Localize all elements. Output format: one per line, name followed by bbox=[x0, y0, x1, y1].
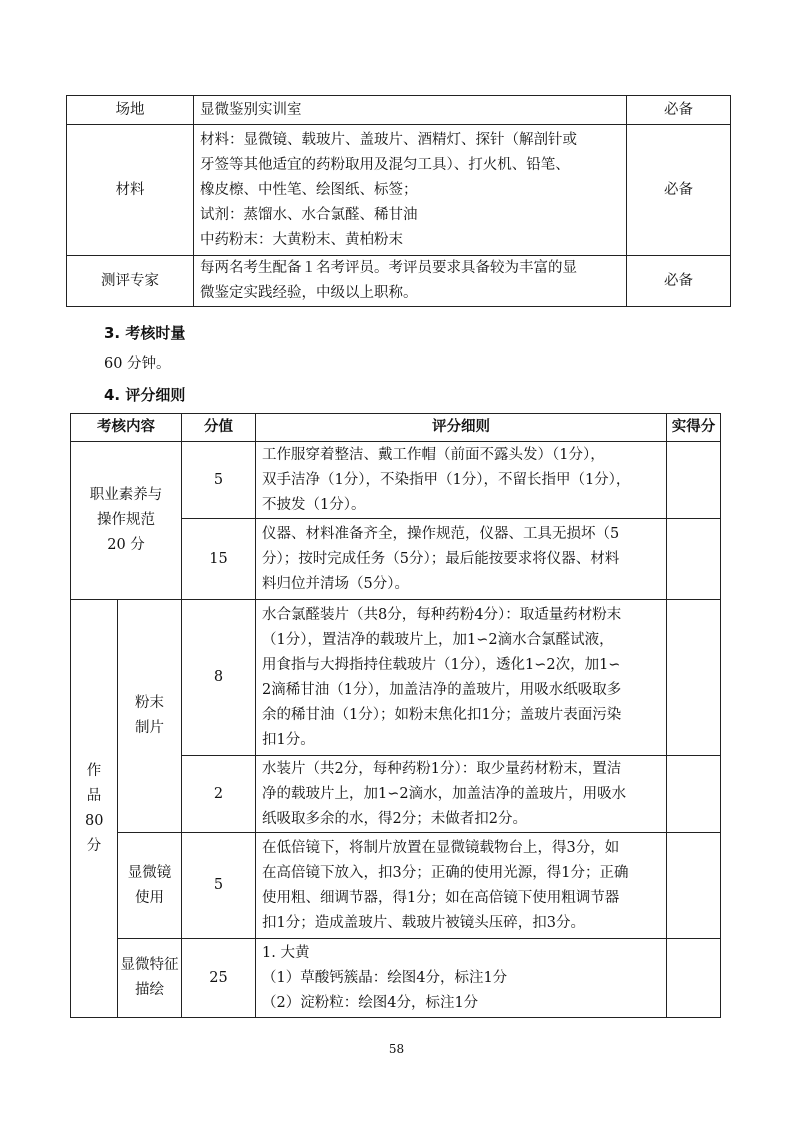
table-row bbox=[71, 939, 721, 1018]
duration-text: 60 分钟。 bbox=[104, 356, 171, 372]
scoring-table bbox=[70, 413, 721, 1018]
row-label: 场地 bbox=[67, 96, 194, 125]
row-content: 每两名考生配备１名考评员。考评员要求具备较为丰富的显 微鉴定实践经验，中级以上职称。 bbox=[194, 256, 627, 307]
col-header-score: 分值 bbox=[182, 414, 256, 442]
subcategory-microscope-use: 显微镜 使用 bbox=[118, 833, 182, 939]
rule-cell: 仪器、材料准备齐全，操作规范，仪器、工具无损坏（5 分）；按时完成任务（5分）；最后能按要求将仪器、材料 料归位并清场（5分）。 bbox=[256, 519, 667, 600]
row-requirement: 必备 bbox=[627, 256, 731, 307]
resources-table bbox=[66, 95, 731, 307]
col-header-rules: 评分细则 bbox=[256, 414, 667, 442]
section-heading: 3. 考核时量 bbox=[104, 324, 186, 342]
score-cell: 2 bbox=[182, 756, 256, 833]
rule-cell: 1. 大黄 （1）草酸钙簇晶：绘图4分，标注1分 （2）淀粉粒：绘图4分，标注1分 bbox=[256, 939, 667, 1018]
row-requirement: 必备 bbox=[627, 96, 731, 125]
table-row bbox=[67, 256, 731, 307]
col-header-content: 考核内容 bbox=[71, 414, 182, 442]
rule-cell: 工作服穿着整洁、戴工作帽（前面不露头发）（1分）， 双手洁净（1分），不染指甲（1分），不留长指甲（1分）， 不披发（1分）。 bbox=[256, 442, 667, 519]
actual-score-cell[interactable] bbox=[667, 833, 721, 939]
row-requirement: 必备 bbox=[627, 125, 731, 256]
row-content: 材料：显微镜、载玻片、盖玻片、酒精灯、探针（解剖针或 牙签等其他适宜的药粉取用及混匀工具）、打火机、铅笔、 橡皮檫、中性笔、绘图纸、标签； 试剂：蒸馏水、水合氯醛、稀甘油 中药粉末：大黄粉末、黄柏粉末 bbox=[194, 125, 627, 256]
subcategory-powder-slide: 粉末 制片 bbox=[118, 600, 182, 833]
score-cell: 5 bbox=[182, 833, 256, 939]
section-heading: 4. 评分细则 bbox=[104, 386, 186, 404]
row-label: 材料 bbox=[67, 125, 194, 256]
page-number: 58 bbox=[388, 1042, 405, 1056]
category-professional: 职业素养与 操作规范 20 分 bbox=[71, 442, 182, 600]
actual-score-cell[interactable] bbox=[667, 442, 721, 519]
score-cell: 5 bbox=[182, 442, 256, 519]
actual-score-cell[interactable] bbox=[667, 939, 721, 1018]
score-cell: 15 bbox=[182, 519, 256, 600]
table-row bbox=[67, 125, 731, 256]
rule-cell: 在低倍镜下，将制片放置在显微镜载物台上，得3分，如 在高倍镜下放入，扣3分；正确的使用光源，得1分；正确 使用粗、细调节器，得1分；如在高倍镜下使用粗调节器 扣1分；造成盖玻片、载玻片被镜头压碎，扣3分。 bbox=[256, 833, 667, 939]
table-row bbox=[67, 96, 731, 125]
rule-cell: 水合氯醛装片（共8分，每种药粉4分）：取适量药材粉末 （1分），置洁净的载玻片上，加1∽2滴水合氯醛试液， 用食指与大拇指持住载玻片（1分），透化1∽2次，加1∽ 2滴稀甘油（1分），加盖洁净的盖玻片，用吸水纸吸取多 余的稀甘油（1分）；如粉末焦化扣1分；盖玻片表面污染 扣1分。 bbox=[256, 600, 667, 756]
score-cell: 8 bbox=[182, 600, 256, 756]
col-header-actual: 实得分 bbox=[667, 414, 721, 442]
category-work: 作 品 80 分 bbox=[71, 600, 118, 1018]
table-row bbox=[71, 442, 721, 519]
rule-cell: 水装片（共2分，每种药粉1分）：取少量药材粉末，置洁 净的载玻片上，加1∽2滴水，加盖洁净的盖玻片，用吸水 纸吸取多余的水，得2分；未做者扣2分。 bbox=[256, 756, 667, 833]
table-header-row bbox=[71, 414, 721, 442]
score-cell: 25 bbox=[182, 939, 256, 1018]
actual-score-cell[interactable] bbox=[667, 756, 721, 833]
actual-score-cell[interactable] bbox=[667, 600, 721, 756]
subcategory-feature-drawing: 显微特征 描绘 bbox=[118, 939, 182, 1018]
table-row bbox=[71, 833, 721, 939]
actual-score-cell[interactable] bbox=[667, 519, 721, 600]
table-row bbox=[71, 600, 721, 756]
row-label: 测评专家 bbox=[67, 256, 194, 307]
row-content: 显微鉴别实训室 bbox=[194, 96, 627, 125]
